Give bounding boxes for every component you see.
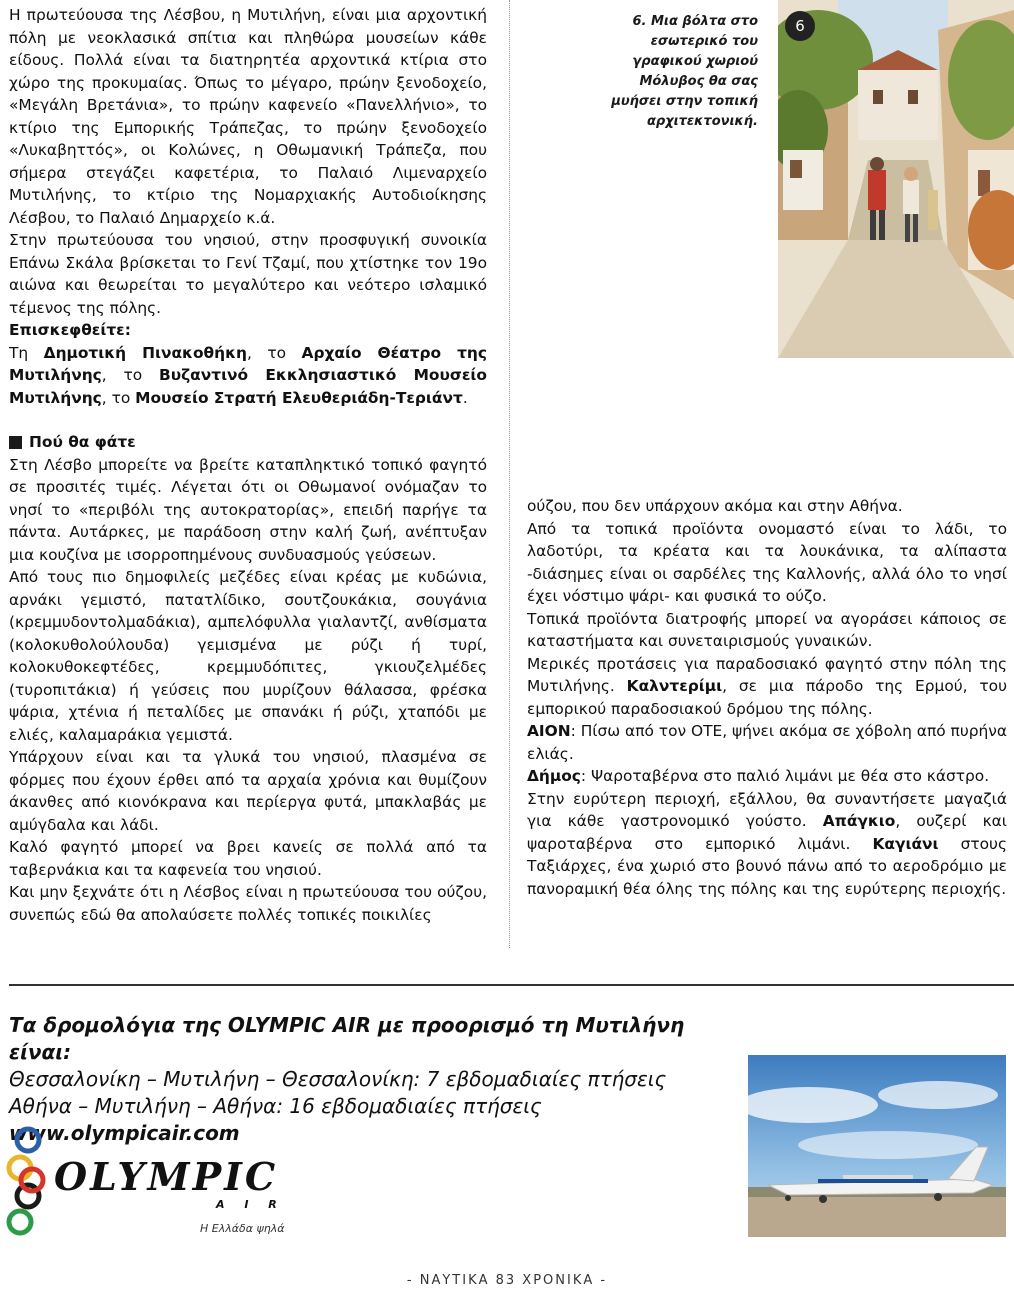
paragraph-geni-tzami: Στην πρωτεύουσα του νησιού, στην προσφυγική συνοικία Επάνω Σκάλα βρίσκεται το Γενί Τζαμί, που χτίστηκε τον 19ο αιώνα και θεωρείται το μεγαλύτερο και νεότερο ισλαμικό τέμενος της πόλης.	[9, 231, 487, 317]
logo-wordmark: OLYMPIC	[54, 1154, 279, 1199]
visit-list: Τη Δημοτική Πινακοθήκη, το Αρχαίο Θέατρο της Μυτιλήνης, το Βυζαντινό Εκκλησιαστικό Μουσείο Μυτιλήνης, το Μουσείο Στρατή Ελευθεριάδη-Τεριάντ.	[9, 343, 487, 407]
molyvos-street-photo	[778, 0, 1014, 358]
visit-label: Επισκεφθείτε:	[9, 321, 131, 339]
section-rule	[9, 984, 1014, 986]
square-bullet-icon	[9, 436, 22, 449]
logo-air: A I R	[216, 1198, 285, 1211]
photo-number-badge: 6	[785, 11, 815, 41]
paragraph-aion: ΑΙΟΝ: Πίσω από τον ΟΤΕ, ψήνει ακόμα σε χόβολη από πυρήνα ελιάς.	[527, 722, 1007, 763]
paragraph-local-products: Από τα τοπικά προϊόντα ονομαστό είναι το λάδι, το λαδοτύρι, τα κρέατα και τα λουκάνικα, τα αλίπαστα -διάσημες είναι οι σαρδέλες της Καλλονής, αλλά όλο το νησί έχει νόστιμο ψάρι- και φυσικά το ούζο.	[527, 519, 1007, 605]
route-athens: Αθήνα – Μυτιλήνη – Αθήνα: 16 εβδομαδιαίες πτήσεις	[9, 1094, 542, 1118]
paragraph-food-intro: Στη Λέσβο μπορείτε να βρείτε καταπληκτικό τοπικό φαγητό σε προσιτές τιμές. Λέγεται ότι οι Οθωμανοί ονόμαζαν το νησί το «περιβόλι της αυτοκρατορίας», επειδή παρήγε τα πάντα. Αυτάρκες, με παράδοση στην καλή ζωή, ανέπτυξαν μια κουζίνα με ισορροπημένους συνδυασμούς γεύσεων.	[9, 455, 487, 564]
olympic-plane-photo	[748, 1055, 1006, 1237]
paragraph-kalnterimi: Μερικές προτάσεις για παραδοσιακό φαγητό στην πόλη της Μυτιλήνης. Καλντερίμι, σε μια πάροδο της Ερμού, του εμπορικού παραδοσιακού δρόμου της πόλης.	[527, 654, 1007, 718]
food-heading: Πού θα φάτε	[9, 431, 487, 454]
right-column	[527, 495, 1007, 900]
paragraph-dimos: Δήμος: Ψαροταβέρνα στο παλιό λιμάνι με θέα στο κάστρο.	[527, 767, 990, 785]
page-footer: - ΝΑΥΤΙΚΑ 83 ΧΡΟΝΙΚΑ -	[406, 1273, 608, 1288]
paragraph-meze: Από τους πιο δημοφιλείς μεζέδες είναι κρέας με κυδώνια, αρνάκι γεμιστό, πατατλίδικο, σουτζουκάκια, σουγάνια (κρεμμυδοντολμαδάκια), αμπελόφυλλα γιαλαντζί, ανθίσματα (κολοκυθολούλουδα) γεμισμένα με ρύζι ή τυρί, κολοκυθοκεφτέδες, κρεμμυδόπιτες, γκιουζελμέδες (τυροπιτάκια) ή γεύσεις που μυρίζουν θάλασσα, φρέσκα ψάρια, χτένια ή πεταλίδες με σπανάκι ή ρύζι, χταπόδι με ελιές, καλαμαράκια γεμιστά.	[9, 568, 487, 744]
logo-tagline: Η Ελλάδα ψηλά	[200, 1222, 285, 1235]
route-thessaloniki: Θεσσαλονίκη – Μυτιλήνη – Θεσσαλονίκη: 7 εβδομαδιαίες πτήσεις	[9, 1067, 667, 1091]
paragraph-sweets: Υπάρχουν είναι και τα γλυκά του νησιού, πλασμένα σε φόρμες που έχουν έρθει από τα αρχαία χρόνια και θυμίζουν άκανθες από κιονόκρανα και περίεργα φυτά, μπακλαβάς με αμύγδαλα και λάδι.	[9, 748, 487, 834]
photo-caption: 6. Μια βόλτα στο εσωτερικό του γραφικού χωριού Μόλυβος θα σας μυήσει στην τοπική αρχιτεκτονική.	[611, 14, 758, 129]
paragraph-ouzo: Και μην ξεχνάτε ότι η Λέσβος είναι η πρωτεύουσα του ούζου, συνεπώς εδώ θα απολαύσετε πολλές τοπικές ποικιλίες	[9, 883, 487, 924]
paragraph-mytilene-intro: Η πρωτεύουσα της Λέσβου, η Μυτιλήνη, είναι μια αρχοντική πόλη με νεοκλασικά σπίτια και πληθώρα μουσείων κάθε είδους. Πολλά είναι τα διατηρητέα αρχοντικά κτίρια στο χώρο της προκυμαίας. Όπως το μέγαρο, πρώην ξενοδοχείο, «Μεγάλη Βρετάνια», το πρώην καφενείο «Πανελλήνιο», το κτίριο της Εμπορικής Τράπεζας, το πρώην ξενοδοχείο «Λυκαβηττός», οι Κολώνες, η Οθωμανική Τράπεζα, που σήμερα στεγάζει καφετέρια, το Παλαιό Λιμεναρχείο Μυτιλήνης, το κτίριο της Νομαρχιακής Αυτοδιοίκησης Λέσβου, το Παλαιό Δημαρχείο κ.ά.	[9, 6, 487, 227]
paragraph-wider-area: Στην ευρύτερη περιοχή, εξάλλου, θα συναντήσετε μαγαζιά για κάθε γαστρονομικό γούστο. Απάγκιο, ουζερί και ψαροταβέρνα στο εμπορικό λιμάνι. Καγιάνι στους Ταξιάρχες, ένα χωριό στο βουνό πάνω από το αεροδρόμιο με πανοραμική θέα όλης της πόλης και της ευρύτερης περιοχής.	[527, 789, 1007, 898]
column-divider	[509, 0, 510, 948]
olympic-url-link[interactable]: www.olympicair.com	[9, 1121, 240, 1145]
olympic-air-logo	[6, 1124, 306, 1244]
olympic-routes-title: Τα δρομολόγια της OLYMPIC AIR με προορισμό τη Μυτιλήνη είναι:	[9, 1013, 685, 1064]
paragraph-ouzo-cont: ούζου, που δεν υπάρχουν ακόμα και στην Αθήνα.	[527, 497, 903, 515]
left-column	[9, 4, 487, 926]
paragraph-shops: Τοπικά προϊόντα διατροφής μπορεί να αγοράσει κάποιος σε καταστήματα και συνεταιρισμούς γυναικών.	[527, 609, 1007, 650]
paragraph-tavernas: Καλό φαγητό μπορεί να βρει κανείς σε πολλά από τα ταβερνάκια και τα καφενεία του νησιού.	[9, 838, 487, 879]
